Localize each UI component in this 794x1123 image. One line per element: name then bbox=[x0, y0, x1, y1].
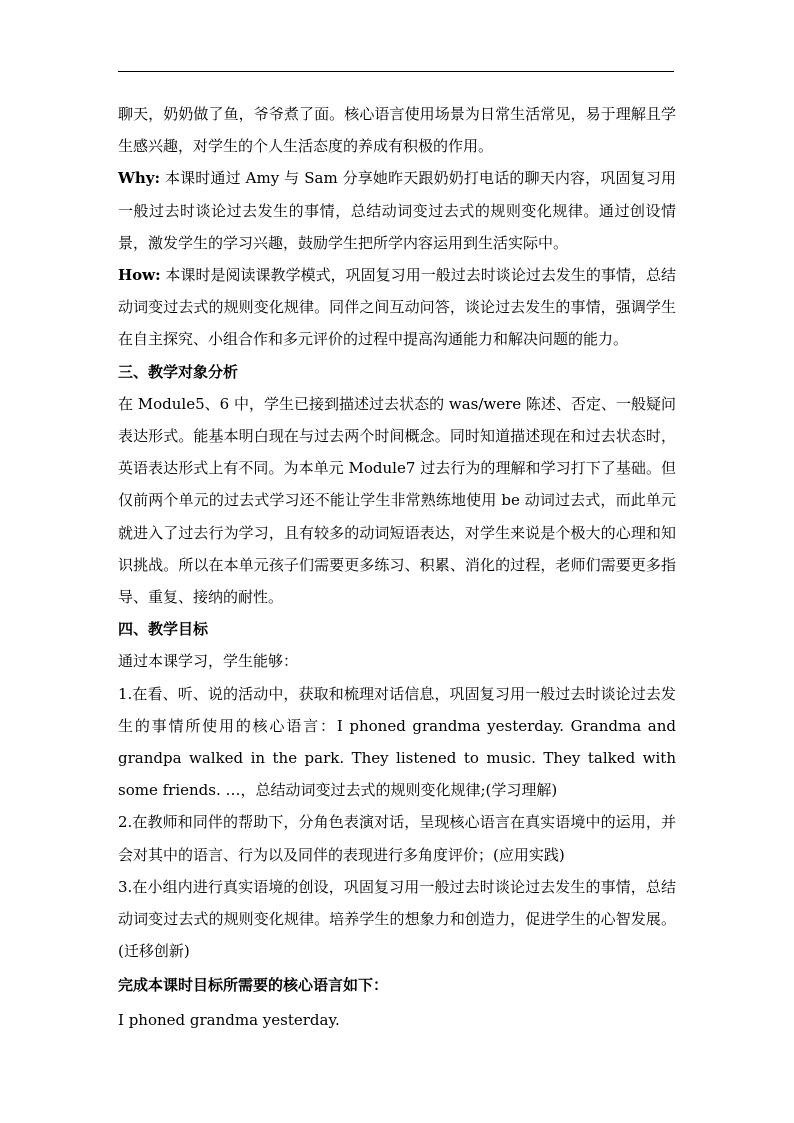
learners-analysis-paragraph: 在 Module5、6 中，学生已接到描述过去状态的 was/were 陈述、否定、一般疑问表达形式。能基本明白现在与过去两个时间概念。同时知道描述现在和过去状态时，英语表达形式上有不同。为本单元 Module7 过去行为的理解和学习打下了基础。但仅前两个单元的过去式学习还不能让学生非常熟练地使用 be 动词过去式，而此单元就进入了过去行为学习，且有较多的动词短语表达，对学生来说是个极大的心理和知识挑战。所以在本单元孩子们需要更多练习、积累、消化的过程，老师们需要更多指导、重复、接纳的耐性。 bbox=[118, 394, 676, 607]
objective-item: 2.在教师和同伴的帮助下，分角色表演对话，呈现核心语言在真实语境中的运用，并会对其中的语言、行为以及同伴的表现进行多角度评价；(应用实践) bbox=[118, 813, 676, 864]
how-paragraph bbox=[118, 259, 676, 356]
why-paragraph bbox=[118, 162, 676, 259]
objective-item: 3.在小组内进行真实语境的创设，巩固复习用一般过去时谈论过去发生的事情，总结动词变过去式的规则变化规律。培养学生的想象力和创造力，促进学生的心智发展。(迁移创新) bbox=[118, 877, 676, 961]
core-sentence: I phoned grandma yesterday. bbox=[118, 1010, 340, 1029]
why-label: Why: bbox=[118, 169, 161, 188]
section-heading-objectives: 四、教学目标 bbox=[118, 620, 209, 639]
objective-item: 1.在看、听、说的活动中，获取和梳理对话信息，巩固复习用一般过去时谈论过去发生的事情所使用的核心语言：I phoned grandma yesterday. Grandma and grandpa walked in the park. They listened to music. They talked with some friends. …，总结动词变过去式的规则变化规律;(学习理解) bbox=[118, 684, 676, 800]
how-label: How: bbox=[118, 266, 161, 285]
document-body bbox=[118, 98, 676, 1036]
section-heading-learners: 三、教学对象分析 bbox=[118, 362, 239, 381]
header-rule bbox=[118, 71, 674, 72]
how-text: 本课时是阅读课教学模式，巩固复习用一般过去时谈论过去发生的事情，总结动词变过去式的规则变化规律。同伴之间互动问答，谈论过去发生的事情，强调学生在自主探究、小组合作和多元评价的过程中提高沟通能力和解决问题的能力。 bbox=[118, 266, 676, 349]
context-paragraph: 聊天，奶奶做了鱼，爷爷煮了面。核心语言使用场景为日常生活常见，易于理解且学生感兴趣，对学生的个人生活态度的养成有积极的作用。 bbox=[118, 105, 676, 156]
objectives-intro: 通过本课学习，学生能够： bbox=[118, 652, 299, 671]
why-text: 本课时通过 Amy 与 Sam 分享她昨天跟奶奶打电话的聊天内容，巩固复习用一般过去时谈论过去发生的事情，总结动词变过去式的规则变化规律。通过创设情景，激发学生的学习兴趣，鼓励学生把所学内容运用到生活实际中。 bbox=[118, 169, 676, 252]
core-language-heading: 完成本课时目标所需要的核心语言如下： bbox=[118, 976, 389, 995]
